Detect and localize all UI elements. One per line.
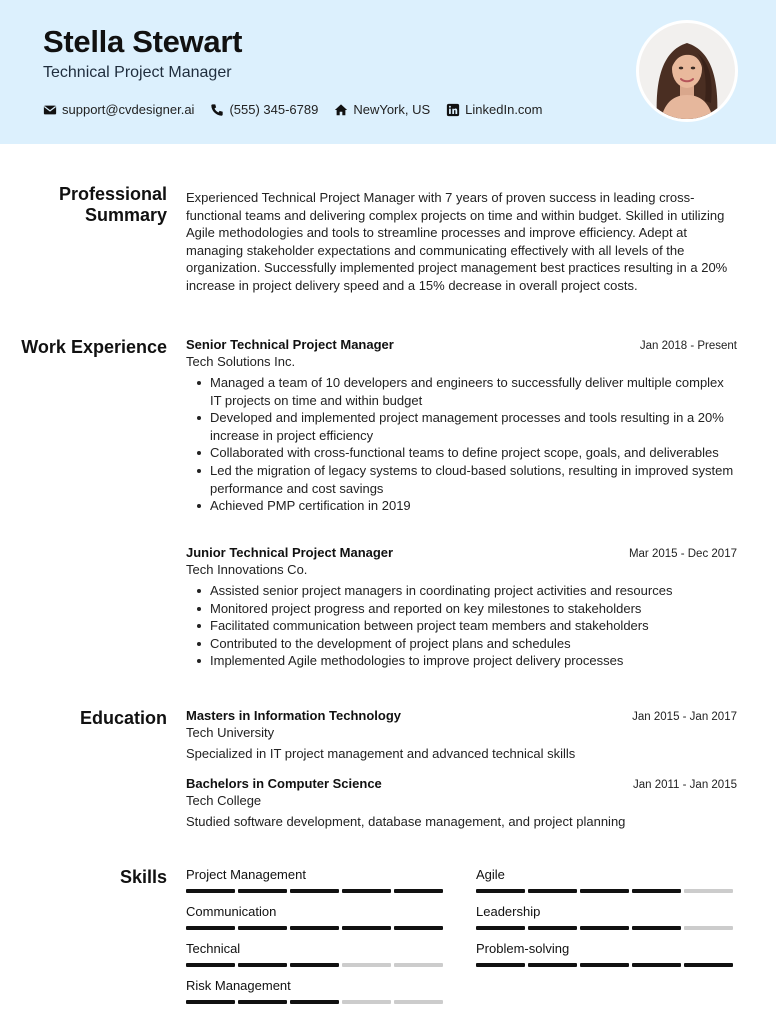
candidate-title: Technical Project Manager (43, 64, 232, 81)
skill-level-segment (476, 963, 525, 967)
skill-level-segment (290, 926, 339, 930)
skill-level-segment (186, 963, 235, 967)
job-dates: Mar 2015 - Dec 2017 (628, 548, 737, 560)
skill-level-segment (580, 889, 629, 893)
job-bullet: Implemented Agile methodologies to improve project delivery processes (186, 652, 737, 670)
skill-level-segment (394, 889, 443, 893)
skill-level-bar (186, 1000, 446, 1004)
skill-level-segment (528, 926, 577, 930)
location-text: NewYork, US (353, 102, 431, 117)
degree-title: Masters in Information Technology (186, 708, 402, 723)
portrait-avatar (639, 23, 735, 119)
school-name: Tech College (186, 793, 262, 808)
skill-item (476, 941, 736, 967)
candidate-name: Stella Stewart (43, 24, 243, 59)
skill-level-segment (290, 1000, 339, 1004)
job-bullet: Contributed to the development of project plans and schedules (186, 635, 737, 653)
school-name: Tech University (186, 725, 275, 740)
job-bullet: Achieved PMP certification in 2019 (186, 497, 737, 515)
profile-photo (636, 20, 738, 122)
home-icon (334, 103, 348, 117)
skill-level-bar (476, 963, 736, 967)
linkedin-text: LinkedIn.com (465, 102, 543, 117)
job-bullet: Led the migration of legacy systems to cloud-based solutions, resulting in improved system performance and cost savings (186, 462, 737, 497)
skill-level-bar (186, 926, 446, 930)
job-bullet: Managed a team of 10 developers and engineers to successfully deliver multiple complex IT projects on time and within budget (186, 374, 737, 409)
skill-name: Problem-solving (476, 941, 570, 956)
skill-name: Leadership (476, 904, 541, 919)
skill-level-segment (684, 926, 733, 930)
job-company: Tech Solutions Inc. (186, 354, 296, 369)
skill-level-segment (238, 963, 287, 967)
linkedin-icon (446, 103, 460, 117)
skill-level-bar (186, 963, 446, 967)
skill-level-bar (476, 889, 736, 893)
skill-level-segment (238, 1000, 287, 1004)
skill-level-segment (580, 926, 629, 930)
section-heading-summary: Professional Summary (58, 184, 167, 225)
skill-item (476, 904, 736, 930)
skill-level-segment (290, 963, 339, 967)
skill-level-segment (528, 963, 577, 967)
skill-level-segment (290, 889, 339, 893)
skill-level-segment (684, 963, 733, 967)
job-entry (186, 545, 737, 670)
skill-level-segment (394, 1000, 443, 1004)
job-title: Senior Technical Project Manager (186, 337, 394, 352)
email-text: support@cvdesigner.ai (62, 102, 195, 117)
skill-level-segment (684, 889, 733, 893)
skill-level-segment (342, 1000, 391, 1004)
skill-level-segment (238, 926, 287, 930)
skill-level-segment (342, 889, 391, 893)
job-bullet: Monitored project progress and reported on key milestones to stakeholders (186, 600, 737, 618)
skill-name: Technical (186, 941, 241, 956)
education-description: Studied software development, database management, and project planning (186, 814, 626, 829)
section-heading-experience: Work Experience (21, 337, 167, 357)
job-bullets (186, 582, 737, 670)
contact-phone[interactable] (210, 102, 318, 117)
skill-level-segment (632, 889, 681, 893)
section-heading-skills: Skills (119, 867, 167, 887)
skill-name: Agile (476, 867, 505, 882)
summary-text: Experienced Technical Project Manager with 7 years of proven success in leading cross-functional teams and delivering complex projects on time and within budget. Skilled in utilizing Agile methodologies and tools to streamline processes and improve efficiency. Adept at managing stakeholder expectations and communicating effectively with all levels of the organization. Successfully implemented project management best practices resulting in a 20% increase in project delivery speed and a 15% decrease in overall project costs. (186, 190, 728, 293)
job-bullets (186, 374, 737, 515)
contact-email[interactable] (43, 102, 194, 117)
job-dates: Jan 2018 - Present (639, 340, 737, 352)
skill-name: Risk Management (186, 978, 291, 993)
skill-level-segment (394, 926, 443, 930)
education-dates: Jan 2011 - Jan 2015 (632, 779, 737, 791)
resume-header (0, 0, 776, 144)
job-company: Tech Innovations Co. (186, 562, 308, 577)
education-entry (186, 776, 737, 829)
envelope-icon (43, 103, 57, 117)
education-dates: Jan 2015 - Jan 2017 (632, 711, 737, 723)
skill-level-bar (476, 926, 736, 930)
education-entry (186, 708, 737, 761)
skill-item (186, 904, 446, 930)
job-bullet: Assisted senior project managers in coordinating project activities and resources (186, 582, 737, 600)
phone-text: (555) 345-6789 (229, 102, 319, 117)
job-bullet: Developed and implemented project management processes and tools resulting in a 20% increase in project efficiency (186, 409, 737, 444)
skill-level-segment (186, 889, 235, 893)
contact-row (43, 102, 559, 117)
skill-level-bar (186, 889, 446, 893)
skill-level-segment (342, 926, 391, 930)
skill-level-segment (632, 926, 681, 930)
degree-title: Bachelors in Computer Science (186, 776, 382, 791)
skill-item (186, 941, 446, 967)
skill-level-segment (632, 963, 681, 967)
job-title: Junior Technical Project Manager (186, 545, 394, 560)
skill-level-segment (528, 889, 577, 893)
contact-location (334, 102, 430, 117)
section-heading-education: Education (79, 708, 167, 728)
job-bullet: Collaborated with cross-functional teams to define project scope, goals, and deliverables (186, 444, 737, 462)
job-entry (186, 337, 737, 515)
skill-name: Communication (186, 904, 277, 919)
skill-level-segment (238, 889, 287, 893)
skill-item (186, 978, 446, 1004)
skill-level-segment (476, 889, 525, 893)
skill-level-segment (186, 1000, 235, 1004)
education-description: Specialized in IT project management and advanced technical skills (186, 746, 576, 761)
skill-level-segment (580, 963, 629, 967)
skill-level-segment (394, 963, 443, 967)
skill-level-segment (476, 926, 525, 930)
skill-item (186, 867, 446, 893)
skill-level-segment (186, 926, 235, 930)
skill-item (476, 867, 736, 893)
skill-name: Project Management (186, 867, 306, 882)
contact-linkedin[interactable] (446, 102, 542, 117)
skill-level-segment (342, 963, 391, 967)
job-bullet: Facilitated communication between project team members and stakeholders (186, 617, 737, 635)
phone-icon (210, 103, 224, 117)
